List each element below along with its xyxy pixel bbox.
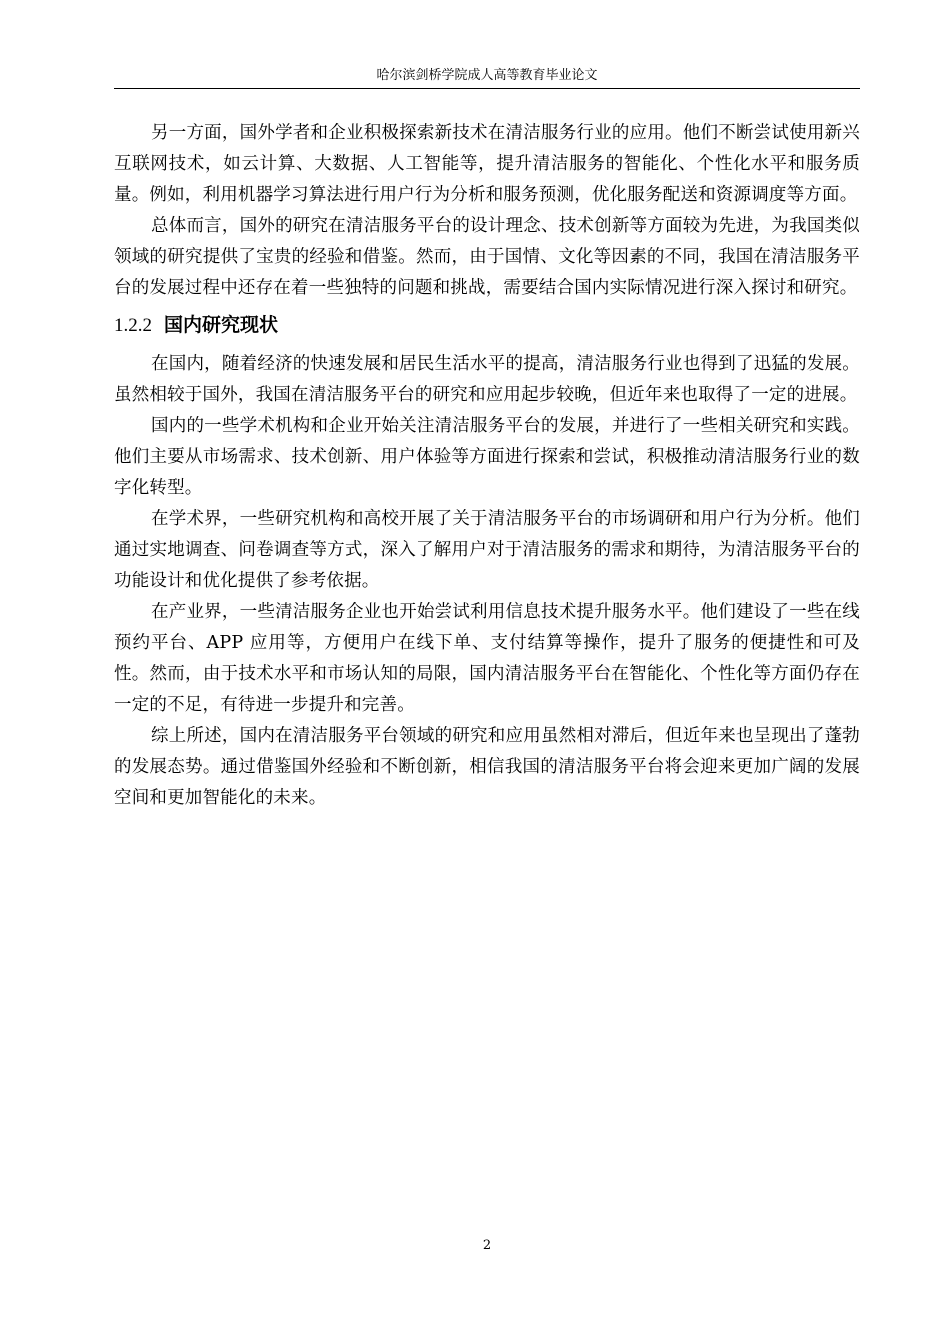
paragraph: 总体而言，国外的研究在清洁服务平台的设计理念、技术创新等方面较为先进，为我国类似领域的研究提供了宝贵的经验和借鉴。然而，由于国情、文化等因素的不同，我国在清洁服务平台的发展过程中还存在着一些独特的问题和挑战，需要结合国内实际情况进行深入探讨和研究。 [114, 216, 860, 298]
section-heading [114, 308, 860, 343]
paragraph: 在产业界，一些清洁服务企业也开始尝试利用信息技术提升服务水平。他们建设了一些在线预约平台、APP 应用等，方便用户在线下单、支付结算等操作，提升了服务的便捷性和可及性。然而，由于技术水平和市场认知的局限，国内清洁服务平台在智能化、个性化等方面仍存在一定的不足，有待进一步提升和完善。 [114, 602, 860, 715]
page-header: 哈尔滨剑桥学院成人高等教育毕业论文 [376, 68, 598, 83]
document-body [114, 118, 860, 814]
paragraph: 国内的一些学术机构和企业开始关注清洁服务平台的发展，并进行了一些相关研究和实践。他们主要从市场需求、技术创新、用户体验等方面进行探索和尝试，积极推动清洁服务行业的数字化转型。 [114, 416, 860, 498]
paragraph: 综上所述，国内在清洁服务平台领域的研究和应用虽然相对滞后，但近年来也呈现出了蓬勃的发展态势。通过借鉴国外经验和不断创新，相信我国的清洁服务平台将会迎来更加广阔的发展空间和更加智能化的未来。 [114, 726, 860, 808]
section-title: 国内研究现状 [164, 314, 279, 336]
paragraph: 在学术界，一些研究机构和高校开展了关于清洁服务平台的市场调研和用户行为分析。他们通过实地调查、问卷调查等方式，深入了解用户对于清洁服务的需求和期待，为清洁服务平台的功能设计和优化提供了参考依据。 [114, 509, 860, 591]
header-divider [114, 88, 860, 89]
paragraph: 另一方面，国外学者和企业积极探索新技术在清洁服务行业的应用。他们不断尝试使用新兴互联网技术，如云计算、大数据、人工智能等，提升清洁服务的智能化、个性化水平和服务质量。例如，利用机器学习算法进行用户行为分析和服务预测，优化服务配送和资源调度等方面。 [114, 123, 860, 205]
paragraph: 在国内，随着经济的快速发展和居民生活水平的提高，清洁服务行业也得到了迅猛的发展。虽然相较于国外，我国在清洁服务平台的研究和应用起步较晚，但近年来也取得了一定的进展。 [114, 354, 860, 405]
section-number: 1.2.2 [114, 315, 152, 336]
page-number: 2 [482, 1238, 492, 1253]
